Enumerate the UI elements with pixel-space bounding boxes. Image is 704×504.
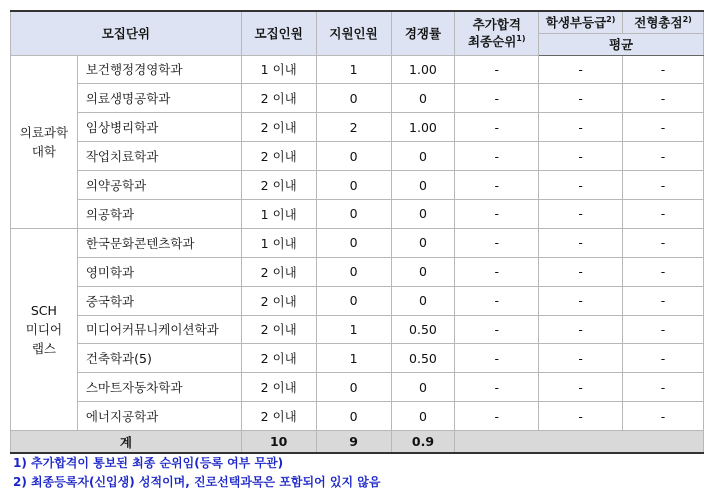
header-quota: 모집인원 [241, 11, 316, 55]
total-score-avg-cell: - [623, 199, 704, 228]
header-average: 평균 [539, 33, 704, 55]
total-score-avg-cell: - [623, 257, 704, 286]
grade-avg-cell: - [539, 344, 623, 373]
admissions-results-table-container [10, 10, 704, 454]
ratio-cell: 0 [391, 228, 455, 257]
total-score-avg-cell: - [623, 402, 704, 431]
final-rank-cell: - [455, 286, 539, 315]
header-unit: 모집단위 [11, 11, 242, 55]
college-name-line: 미디어 [25, 321, 63, 337]
department-name: 한국문화콘텐츠학과 [77, 228, 241, 257]
grade-avg-cell: - [539, 113, 623, 142]
applicants-cell: 0 [316, 84, 391, 113]
header-total-score-sup: 2) [682, 15, 692, 25]
quota-cell: 1 이내 [241, 55, 316, 84]
applicants-cell: 0 [316, 142, 391, 171]
quota-cell: 1 이내 [241, 199, 316, 228]
table-row [11, 199, 704, 228]
ratio-cell: 0 [391, 257, 455, 286]
table-row [11, 286, 704, 315]
total-score-avg-cell: - [623, 286, 704, 315]
applicants-cell: 0 [316, 171, 391, 200]
quota-cell: 2 이내 [241, 286, 316, 315]
grade-avg-cell: - [539, 84, 623, 113]
header-final-rank [455, 11, 539, 55]
department-name: 의약공학과 [77, 171, 241, 200]
table-row [11, 84, 704, 113]
header-final-rank-sup: 1) [516, 34, 526, 44]
footnotes [13, 454, 380, 492]
ratio-cell: 0 [391, 199, 455, 228]
header-applicants: 지원인원 [316, 11, 391, 55]
table-row [11, 55, 704, 84]
ratio-cell: 0 [391, 84, 455, 113]
quota-cell: 2 이내 [241, 113, 316, 142]
department-name: 의료생명공학과 [77, 84, 241, 113]
applicants-cell: 0 [316, 286, 391, 315]
table-body [11, 55, 704, 453]
quota-cell: 2 이내 [241, 171, 316, 200]
footnote-2: 2) 최종등록자(신입생) 성적이며, 진로선택과목은 포함되어 있지 않음 [13, 475, 381, 489]
total-score-avg-cell: - [623, 315, 704, 344]
applicants-cell: 1 [316, 344, 391, 373]
grade-avg-cell: - [539, 286, 623, 315]
department-name: 건축학과(5) [77, 344, 241, 373]
department-name: 중국학과 [77, 286, 241, 315]
header-grade [539, 11, 623, 33]
table-row [11, 344, 704, 373]
ratio-cell: 0 [391, 171, 455, 200]
footnote-1: 1) 추가합격이 통보된 최종 순위임(등록 여부 무관) [13, 456, 284, 470]
total-score-avg-cell: - [623, 142, 704, 171]
total-score-avg-cell: - [623, 228, 704, 257]
applicants-cell: 0 [316, 228, 391, 257]
grade-avg-cell: - [539, 402, 623, 431]
grade-avg-cell: - [539, 199, 623, 228]
table-row [11, 315, 704, 344]
header-grade-label: 학생부등급 [545, 15, 607, 31]
final-rank-cell: - [455, 142, 539, 171]
final-rank-cell: - [455, 402, 539, 431]
final-rank-cell: - [455, 344, 539, 373]
final-rank-cell: - [455, 113, 539, 142]
department-name: 에너지공학과 [77, 402, 241, 431]
final-rank-cell: - [455, 84, 539, 113]
college-name-line: 의료과학 [19, 124, 69, 140]
quota-cell: 2 이내 [241, 142, 316, 171]
total-applicants: 9 [316, 431, 391, 454]
final-rank-cell: - [455, 257, 539, 286]
total-quota: 10 [241, 431, 316, 454]
total-score-avg-cell: - [623, 344, 704, 373]
applicants-cell: 0 [316, 373, 391, 402]
grade-avg-cell: - [539, 228, 623, 257]
college-cell [11, 55, 78, 228]
grade-avg-cell: - [539, 55, 623, 84]
ratio-cell: 0 [391, 402, 455, 431]
department-name: 보건행정경영학과 [77, 55, 241, 84]
final-rank-cell: - [455, 228, 539, 257]
applicants-cell: 0 [316, 199, 391, 228]
header-grade-sup: 2) [606, 15, 616, 25]
total-score-avg-cell: - [623, 373, 704, 402]
applicants-cell: 1 [316, 55, 391, 84]
table-row [11, 402, 704, 431]
ratio-cell: 1.00 [391, 55, 455, 84]
quota-cell: 2 이내 [241, 402, 316, 431]
quota-cell: 2 이내 [241, 84, 316, 113]
ratio-cell: 0.50 [391, 344, 455, 373]
final-rank-cell: - [455, 55, 539, 84]
ratio-cell: 0 [391, 373, 455, 402]
table-row [11, 171, 704, 200]
ratio-cell: 0 [391, 286, 455, 315]
grade-avg-cell: - [539, 257, 623, 286]
college-name-line: 대학 [31, 143, 56, 159]
final-rank-cell: - [455, 171, 539, 200]
header-total-score-label: 전형총점 [634, 15, 683, 31]
admissions-results-table [10, 10, 704, 454]
header-ratio: 경쟁률 [391, 11, 455, 55]
applicants-cell: 1 [316, 315, 391, 344]
table-row [11, 257, 704, 286]
ratio-cell: 1.00 [391, 113, 455, 142]
total-row [11, 431, 704, 454]
total-score-avg-cell: - [623, 113, 704, 142]
ratio-cell: 0.50 [391, 315, 455, 344]
applicants-cell: 0 [316, 257, 391, 286]
total-score-avg-cell: - [623, 171, 704, 200]
quota-cell: 2 이내 [241, 315, 316, 344]
header-final-rank-line2: 최종순위 [467, 34, 517, 50]
final-rank-cell: - [455, 315, 539, 344]
total-score-avg-cell: - [623, 84, 704, 113]
applicants-cell: 2 [316, 113, 391, 142]
grade-avg-cell: - [539, 142, 623, 171]
header-final-rank-line1: 추가합격 [472, 17, 521, 33]
table-row [11, 142, 704, 171]
grade-avg-cell: - [539, 315, 623, 344]
total-label: 계 [11, 431, 242, 454]
college-cell [11, 228, 78, 430]
department-name: 작업치료학과 [77, 142, 241, 171]
department-name: 스마트자동차학과 [77, 373, 241, 402]
department-name: 임상병리학과 [77, 113, 241, 142]
grade-avg-cell: - [539, 171, 623, 200]
college-name-line: SCH [30, 302, 57, 318]
department-name: 미디어커뮤니케이션학과 [77, 315, 241, 344]
final-rank-cell: - [455, 373, 539, 402]
ratio-cell: 0 [391, 142, 455, 171]
quota-cell: 2 이내 [241, 344, 316, 373]
department-name: 의공학과 [77, 199, 241, 228]
table-row [11, 228, 704, 257]
college-name-line: 랩스 [31, 340, 56, 356]
quota-cell: 2 이내 [241, 373, 316, 402]
quota-cell: 1 이내 [241, 228, 316, 257]
header-total-score [623, 11, 704, 33]
table-row [11, 113, 704, 142]
total-blank [455, 431, 704, 454]
total-ratio: 0.9 [391, 431, 455, 454]
total-score-avg-cell: - [623, 55, 704, 84]
grade-avg-cell: - [539, 373, 623, 402]
final-rank-cell: - [455, 199, 539, 228]
department-name: 영미학과 [77, 257, 241, 286]
quota-cell: 2 이내 [241, 257, 316, 286]
applicants-cell: 0 [316, 402, 391, 431]
table-row [11, 373, 704, 402]
